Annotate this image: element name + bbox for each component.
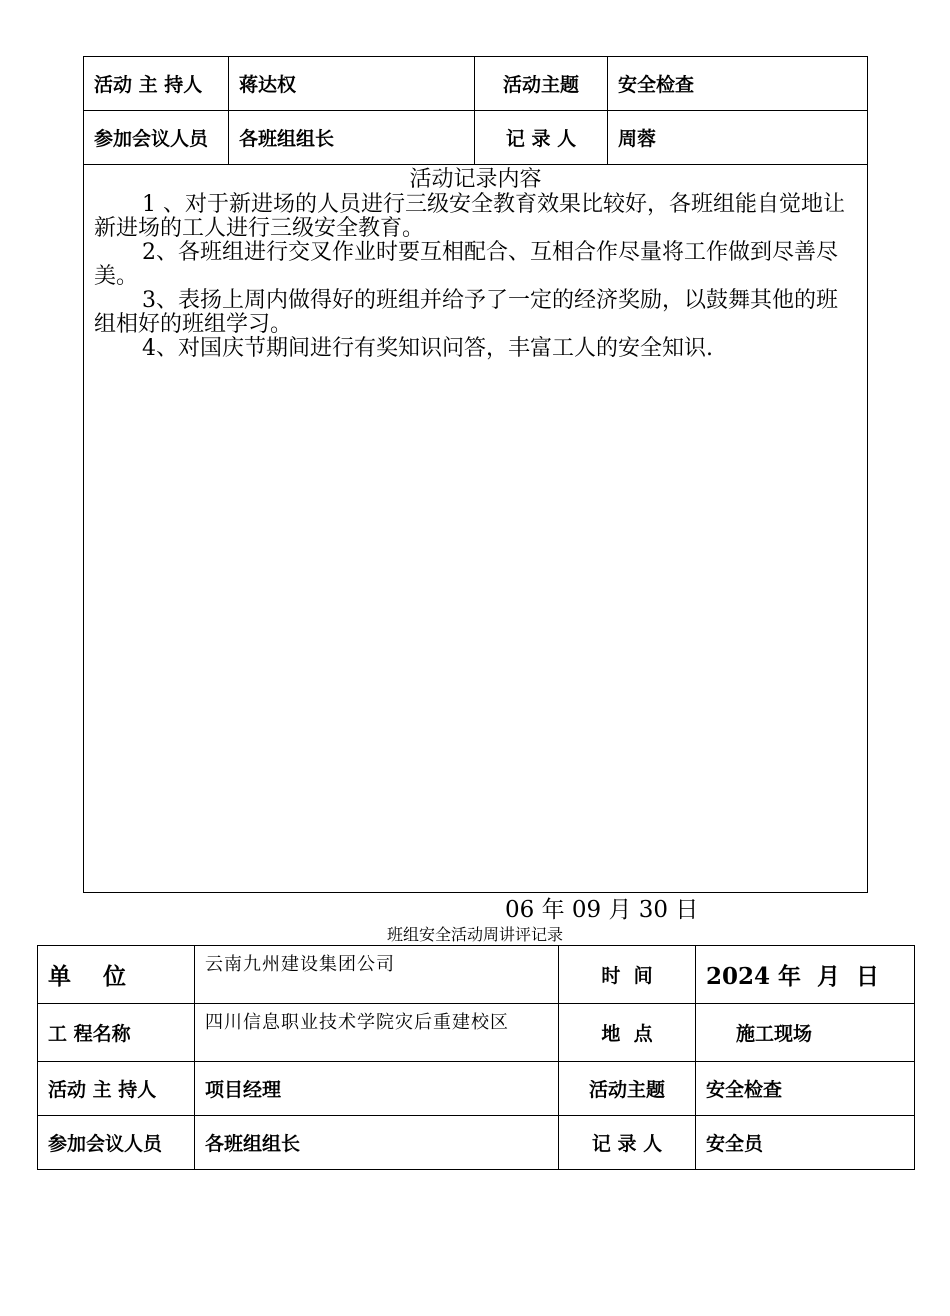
theme-value: 安全检查 (608, 57, 868, 111)
content-paragraph-2: 2、各班组进行交叉作业时要互相配合、互相合作尽量将工作做到尽善尽美。 (94, 240, 838, 289)
content-paragraph-1: 1 、对于新进场的人员进行三级安全教育效果比较好，各班组能自觉地让新进场的工人进行三级安全教育。 (94, 192, 845, 241)
recorder-label: 记 录 人 (559, 1116, 696, 1170)
unit-label: 单 位 (38, 946, 195, 1004)
record-date: 06 年 09 月 30 日 (505, 897, 699, 923)
table-row (84, 165, 868, 893)
theme-label: 活动主题 (475, 57, 608, 111)
time-label: 时 间 (559, 946, 696, 1004)
activity-record-table-2 (37, 945, 915, 1170)
participants-label: 参加会议人员 (38, 1116, 195, 1170)
participants-value: 各班组组长 (195, 1116, 559, 1170)
table-row (38, 1116, 915, 1170)
recorder-value: 周蓉 (608, 111, 868, 165)
record-content-cell (84, 165, 868, 893)
content-title: 活动记录内容 (409, 167, 542, 192)
table-row (38, 946, 915, 1004)
theme-label: 活动主题 (559, 1062, 696, 1116)
table-row (38, 1062, 915, 1116)
host-value: 蒋达权 (229, 57, 475, 111)
unit-value: 云南九州建设集团公司 (195, 946, 559, 1004)
project-label: 工 程名称 (38, 1004, 195, 1062)
location-label: 地 点 (559, 1004, 696, 1062)
activity-record-table-1 (83, 56, 868, 893)
host-label: 活动 主 持人 (84, 57, 229, 111)
location-value: 施工现场 (696, 1004, 915, 1062)
content-paragraph-4: 4、对国庆节期间进行有奖知识问答，丰富工人的安全知识. (142, 336, 713, 361)
time-value: 2024 年 月 日 (696, 946, 915, 1004)
theme-value: 安全检查 (696, 1062, 915, 1116)
table-row (38, 1004, 915, 1062)
participants-label: 参加会议人员 (84, 111, 229, 165)
page-subtitle: 班组安全活动周讲评记录 (386, 925, 563, 944)
recorder-value: 安全员 (696, 1116, 915, 1170)
host-label: 活动 主 持人 (38, 1062, 195, 1116)
recorder-label: 记 录 人 (475, 111, 608, 165)
project-value: 四川信息职业技术学院灾后重建校区 (195, 1004, 559, 1062)
content-paragraph-3: 3、表扬上周内做得好的班组并给予了一定的经济奖励，以鼓舞其他的班组相好的班组学习。 (94, 288, 838, 337)
table-row (84, 57, 868, 111)
host-value: 项目经理 (195, 1062, 559, 1116)
table-row (84, 111, 868, 165)
participants-value: 各班组组长 (229, 111, 475, 165)
